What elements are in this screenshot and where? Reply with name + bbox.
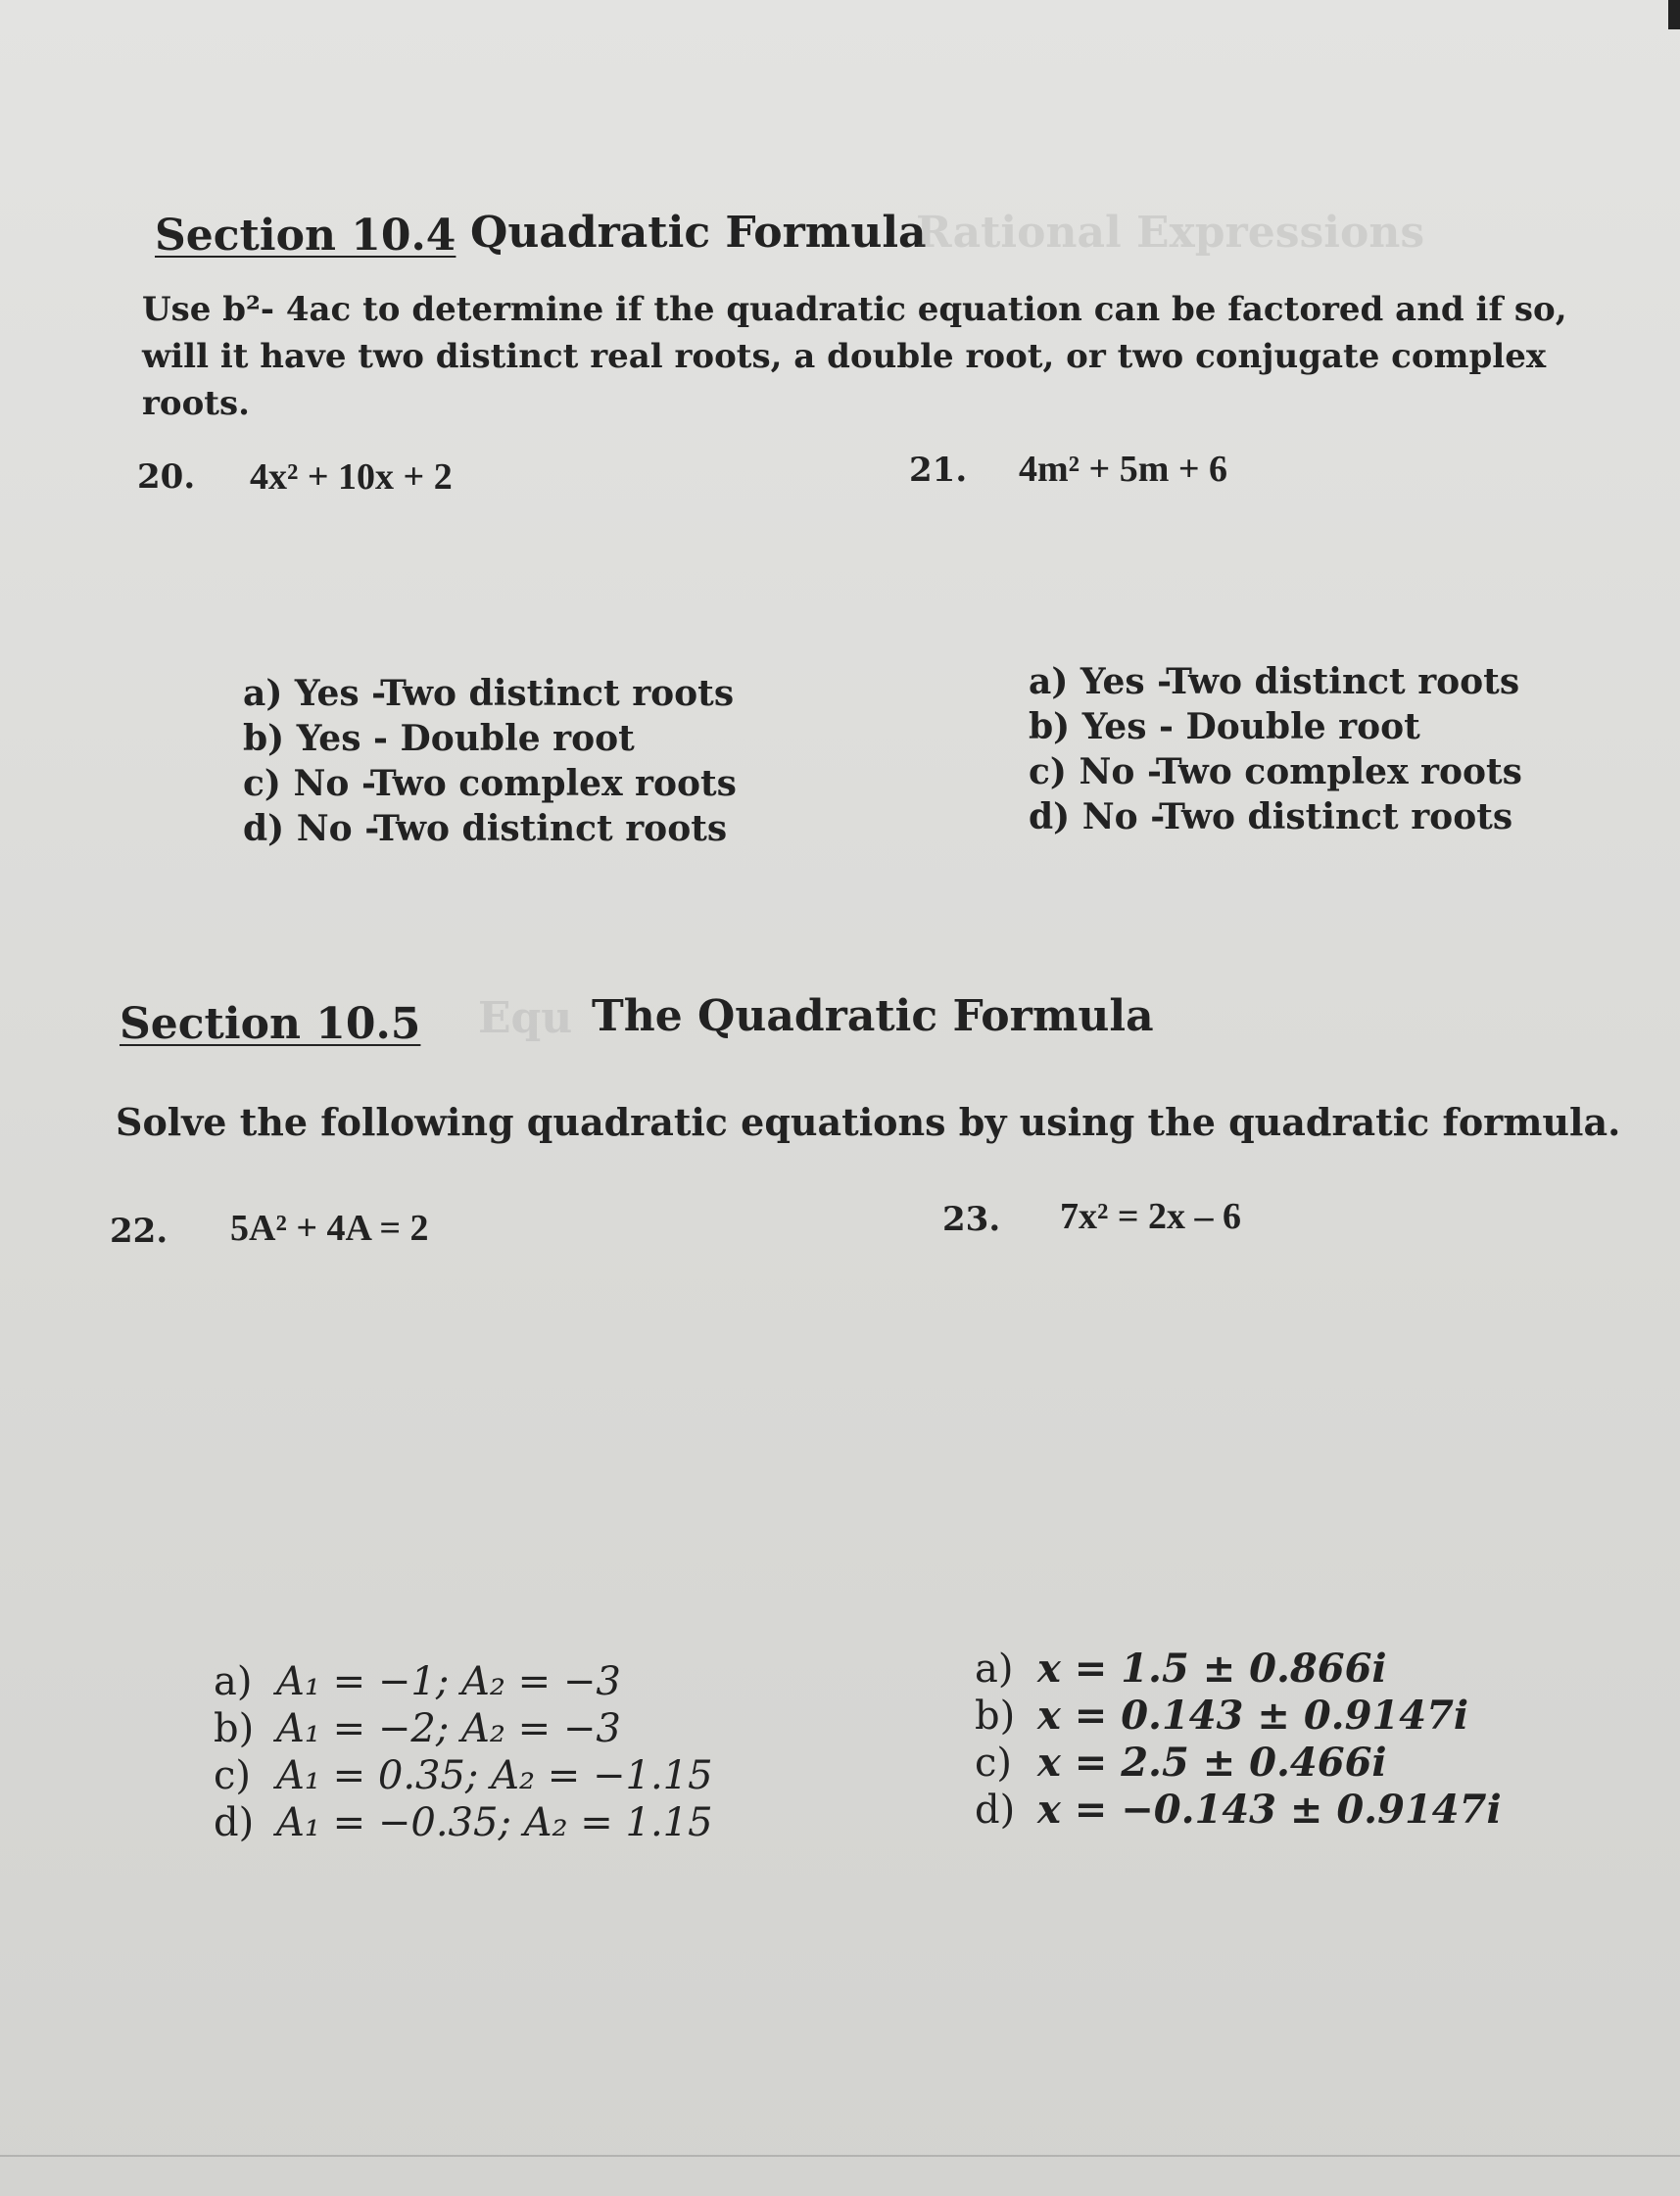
choice-label: c) (975, 1741, 1013, 1786)
problem-23-expression: 7x² = 2x – 6 (1060, 1196, 1242, 1237)
problem-20-number: 20. (137, 457, 196, 497)
problem-21-number: 21. (909, 451, 968, 490)
choice-item[interactable]: a) Yes -Two distinct roots (243, 673, 735, 714)
choice-label: b) (975, 1694, 1016, 1739)
choice-item[interactable] (975, 1787, 1502, 1834)
choice-label: c) (214, 1753, 252, 1798)
choice-answer: A₁ = −2; A₂ = −3 (276, 1706, 621, 1751)
problem-20-choices (243, 671, 737, 851)
problem-22-choices (214, 1658, 713, 1846)
page-bottom-line (0, 2155, 1680, 2157)
choice-item[interactable] (975, 1693, 1502, 1740)
choice-answer: A₁ = −1; A₂ = −3 (276, 1659, 621, 1704)
choice-item[interactable] (214, 1799, 713, 1846)
section-10-5-label: Section 10.5 (120, 999, 421, 1049)
choice-answer: x = −0.143 ± 0.9147i (1037, 1787, 1502, 1833)
choice-answer: x = 0.143 ± 0.9147i (1037, 1693, 1469, 1739)
problem-21-choices (1029, 659, 1522, 839)
problem-21-expression: 4m² + 5m + 6 (1019, 449, 1228, 490)
choice-label: a) (975, 1647, 1014, 1692)
choice-item[interactable] (214, 1658, 713, 1705)
choice-label: a) (214, 1659, 253, 1704)
problem-22-expression: 5A² + 4A = 2 (230, 1208, 429, 1249)
choice-item[interactable]: a) Yes -Two distinct roots (1029, 661, 1520, 702)
choice-item[interactable] (214, 1752, 713, 1799)
section-10-5-title: The Quadratic Formula (592, 991, 1154, 1041)
choice-item[interactable]: b) Yes - Double root (243, 718, 635, 759)
section-10-5-instruction: Solve the following quadratic equations by using the quadratic formula. (116, 1100, 1621, 1144)
bleed-through-text: Equ (478, 993, 573, 1043)
choice-item[interactable]: c) No -Two complex roots (1029, 751, 1522, 792)
bleed-through-text: Rational Expressions (916, 208, 1425, 258)
choice-item[interactable]: b) Yes - Double root (1029, 706, 1420, 747)
choice-item[interactable]: d) No -Two distinct roots (1029, 796, 1513, 837)
choice-answer: x = 2.5 ± 0.466i (1037, 1740, 1387, 1786)
choice-item[interactable]: d) No -Two distinct roots (243, 808, 728, 849)
page-edge-shadow (1668, 0, 1680, 29)
choice-item[interactable] (975, 1646, 1502, 1693)
choice-label: d) (975, 1788, 1016, 1833)
choice-item[interactable] (975, 1740, 1502, 1787)
problem-23-number: 23. (942, 1200, 1001, 1239)
choice-item[interactable] (214, 1705, 713, 1752)
choice-label: b) (214, 1706, 255, 1751)
choice-answer: x = 1.5 ± 0.866i (1037, 1646, 1387, 1692)
problem-22-number: 22. (110, 1212, 168, 1251)
choice-answer: A₁ = 0.35; A₂ = −1.15 (276, 1753, 713, 1798)
section-10-4-title: Quadratic Formula (470, 208, 927, 258)
section-10-4-instruction: Use b²- 4ac to determine if the quadratic equation can be factored and if so, will it have two distinct real roots, a double root, or two conjugate complex roots. (142, 290, 1567, 423)
problem-20-expression: 4x² + 10x + 2 (250, 456, 453, 498)
choice-label: d) (214, 1800, 255, 1845)
choice-answer: A₁ = −0.35; A₂ = 1.15 (276, 1800, 713, 1845)
problem-23-choices (975, 1646, 1502, 1834)
section-10-4-label: Section 10.4 (155, 211, 456, 261)
choice-item[interactable]: c) No -Two complex roots (243, 763, 737, 804)
